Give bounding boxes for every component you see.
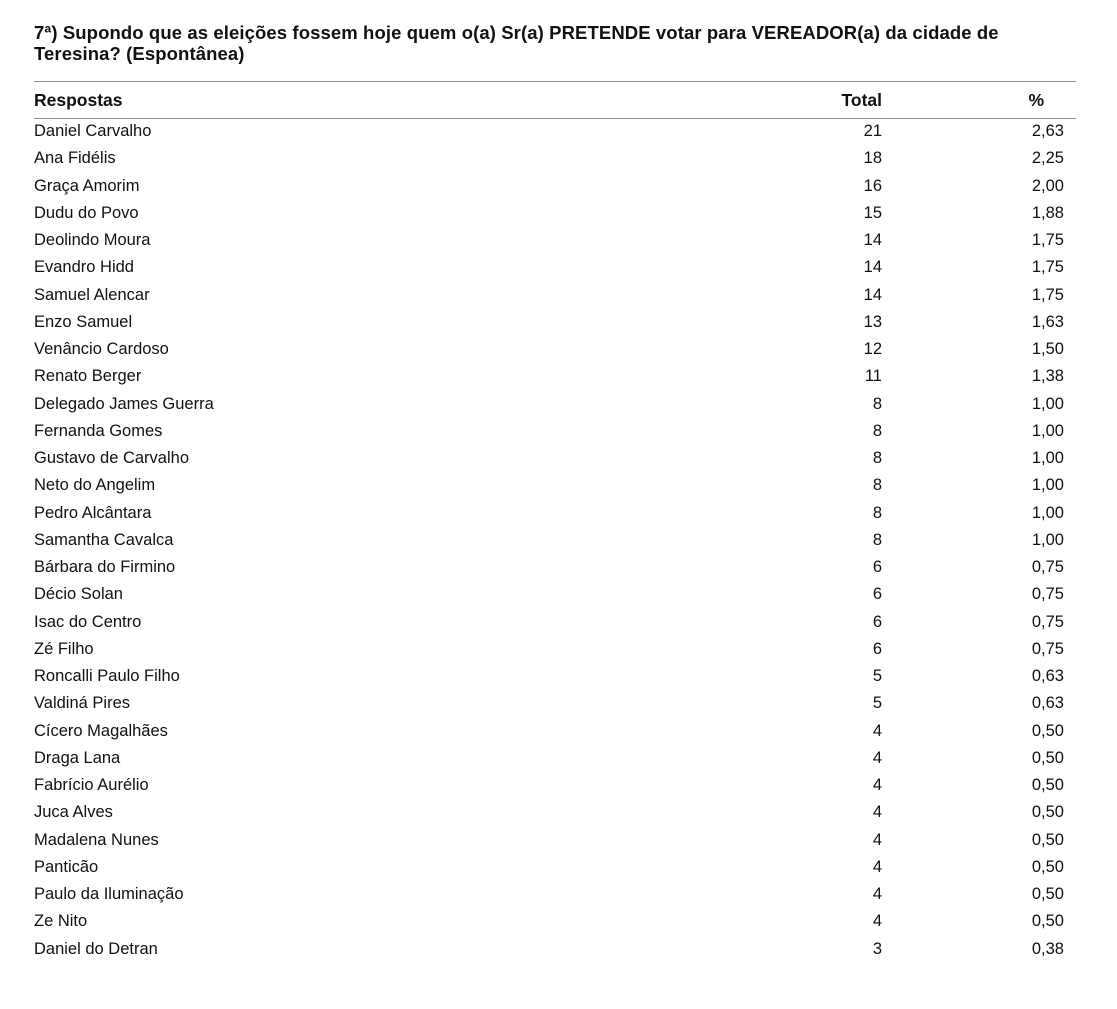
row-percent: 1,75 <box>1031 231 1064 249</box>
row-percent: 1,00 <box>1031 421 1064 440</box>
row-percent: 1,00 <box>1031 394 1064 413</box>
row-name: Cícero Magalhães <box>34 721 168 740</box>
row-percent: 0,50 <box>1031 912 1064 931</box>
question-title: 7ª) Supondo que as eleições fossem hoje quem o(a) Sr(a) PRETENDE votar para VEREADOR(a) da cidade de Teresina? (Espontânea) <box>34 22 999 64</box>
row-total: 8 <box>872 394 882 413</box>
row-percent: 1,75 <box>1031 258 1064 277</box>
table-row <box>34 637 1076 664</box>
row-percent: 0,75 <box>1031 558 1064 576</box>
row-percent: 1,88 <box>1031 203 1064 222</box>
row-total: 4 <box>872 776 882 794</box>
table-row <box>34 392 1076 419</box>
row-name: Fabrício Aurélio <box>34 776 149 794</box>
table-row <box>34 228 1076 255</box>
row-name: Roncalli Paulo Filho <box>34 667 180 685</box>
row-percent: 1,00 <box>1031 476 1064 495</box>
row-name: Valdiná Pires <box>34 694 130 713</box>
row-total: 6 <box>872 558 882 576</box>
row-percent: 2,63 <box>1031 122 1064 140</box>
table-row <box>34 828 1076 855</box>
row-percent: 0,50 <box>1031 830 1064 849</box>
table-row <box>34 582 1076 609</box>
row-name: Juca Alves <box>34 803 113 822</box>
document-page <box>34 22 1076 958</box>
table-row <box>34 473 1076 500</box>
row-percent: 0,63 <box>1031 694 1064 713</box>
header-total: Total <box>841 90 882 110</box>
row-name: Neto do Angelim <box>34 476 156 495</box>
row-total: 8 <box>872 449 882 467</box>
row-name: Zé Filho <box>34 639 94 658</box>
row-name: Samuel Alencar <box>34 285 150 304</box>
row-percent: 2,00 <box>1031 176 1064 195</box>
row-name: Pedro Alcântara <box>34 503 152 522</box>
table-row <box>34 773 1076 800</box>
row-name: Renato Berger <box>34 367 142 386</box>
row-total: 4 <box>872 830 882 849</box>
row-percent: 1,75 <box>1031 285 1064 304</box>
row-total: 3 <box>872 939 882 958</box>
table-row <box>34 610 1076 637</box>
table-body <box>34 119 1076 964</box>
row-total: 6 <box>872 585 882 604</box>
row-total: 4 <box>872 803 882 822</box>
table-row <box>34 419 1076 446</box>
row-name: Deolindo Moura <box>34 231 151 249</box>
row-percent: 0,50 <box>1031 803 1064 822</box>
table-row <box>34 446 1076 473</box>
row-name: Madalena Nunes <box>34 830 159 849</box>
row-percent: 1,63 <box>1031 312 1064 331</box>
table-row <box>34 337 1076 364</box>
row-percent: 1,50 <box>1031 340 1064 358</box>
table-row <box>34 746 1076 773</box>
row-total: 4 <box>872 912 882 931</box>
table-row <box>34 119 1076 146</box>
row-total: 15 <box>863 203 882 222</box>
table-row <box>34 691 1076 718</box>
row-total: 11 <box>864 367 882 386</box>
row-percent: 0,50 <box>1031 721 1064 740</box>
row-total: 4 <box>872 885 882 903</box>
row-name: Graça Amorim <box>34 176 140 195</box>
row-name: Daniel do Detran <box>34 939 158 958</box>
row-total: 14 <box>863 231 882 249</box>
row-name: Fernanda Gomes <box>34 421 163 440</box>
row-total: 14 <box>863 258 882 277</box>
row-percent: 2,25 <box>1031 149 1064 168</box>
row-name: Gustavo de Carvalho <box>34 449 190 467</box>
table-row <box>34 937 1076 964</box>
results-table <box>34 81 1076 964</box>
row-percent: 1,00 <box>1031 449 1064 467</box>
row-name: Dudu do Povo <box>34 203 139 222</box>
row-name: Panticão <box>34 857 99 876</box>
row-name: Paulo da Iluminação <box>34 885 184 903</box>
table-row <box>34 909 1076 936</box>
row-name: Delegado James Guerra <box>34 394 214 413</box>
table-header-row <box>34 82 1076 118</box>
row-percent: 1,00 <box>1031 503 1064 522</box>
row-name: Décio Solan <box>34 585 123 604</box>
table-row <box>34 201 1076 228</box>
row-name: Venâncio Cardoso <box>34 340 169 358</box>
row-total: 12 <box>863 340 882 358</box>
row-total: 14 <box>863 285 882 304</box>
row-percent: 0,75 <box>1031 585 1064 604</box>
row-percent: 0,75 <box>1031 639 1064 658</box>
header-respostas: Respostas <box>34 90 123 110</box>
row-total: 4 <box>872 748 882 767</box>
table-row <box>34 555 1076 582</box>
row-percent: 0,50 <box>1031 857 1064 876</box>
row-percent: 0,50 <box>1031 776 1064 794</box>
row-total: 8 <box>872 530 882 549</box>
row-name: Daniel Carvalho <box>34 122 152 140</box>
row-total: 8 <box>872 476 882 495</box>
row-percent: 1,38 <box>1031 367 1064 386</box>
table-row <box>34 664 1076 691</box>
row-name: Ze Nito <box>34 912 88 931</box>
row-name: Ana Fidélis <box>34 149 116 168</box>
row-name: Evandro Hidd <box>34 258 134 277</box>
row-total: 5 <box>872 694 882 713</box>
row-total: 16 <box>863 176 882 195</box>
table-row <box>34 855 1076 882</box>
row-total: 5 <box>872 667 882 685</box>
row-name: Draga Lana <box>34 748 121 767</box>
row-total: 4 <box>872 721 882 740</box>
row-total: 6 <box>872 612 882 631</box>
row-percent: 1,00 <box>1031 530 1064 549</box>
row-percent: 0,50 <box>1031 748 1064 767</box>
row-name: Bárbara do Firmino <box>34 558 176 576</box>
row-name: Enzo Samuel <box>34 312 133 331</box>
header-percent: % <box>1028 90 1044 110</box>
table-row <box>34 255 1076 282</box>
row-total: 4 <box>872 857 882 876</box>
row-percent: 0,63 <box>1031 667 1064 685</box>
table-row <box>34 800 1076 827</box>
row-name: Samantha Cavalca <box>34 530 174 549</box>
row-percent: 0,50 <box>1031 885 1064 903</box>
row-total: 8 <box>872 503 882 522</box>
row-total: 8 <box>872 421 882 440</box>
row-total: 21 <box>863 122 882 140</box>
row-total: 6 <box>872 639 882 658</box>
table-row <box>34 364 1076 391</box>
row-name: Isac do Centro <box>34 612 142 631</box>
row-percent: 0,75 <box>1031 612 1064 631</box>
table-row <box>34 310 1076 337</box>
table-row <box>34 882 1076 909</box>
table-row <box>34 501 1076 528</box>
table-row <box>34 146 1076 173</box>
table-row <box>34 719 1076 746</box>
row-percent: 0,38 <box>1031 939 1064 958</box>
row-total: 18 <box>863 149 882 168</box>
table-row <box>34 174 1076 201</box>
table-row <box>34 528 1076 555</box>
row-total: 13 <box>863 312 882 331</box>
table-row <box>34 283 1076 310</box>
